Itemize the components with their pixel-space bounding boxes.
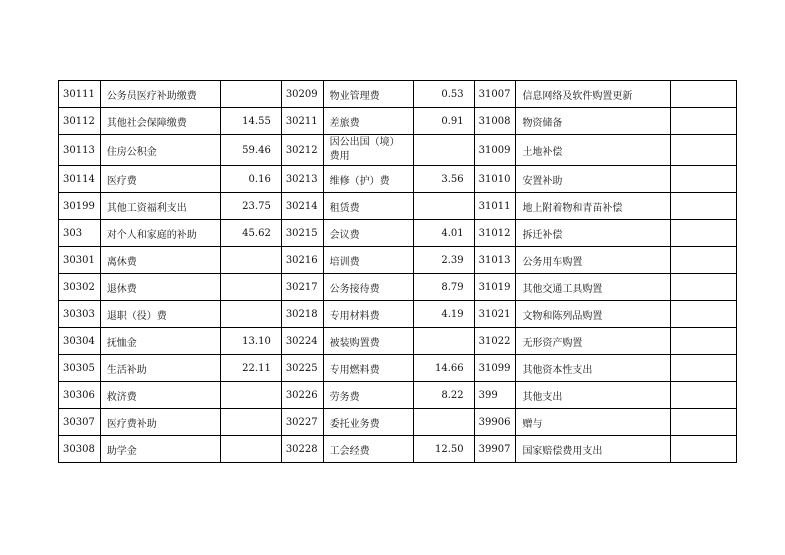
amount-cell: [413, 193, 474, 220]
amount-cell: [671, 301, 737, 328]
account-name-cell: 离休费: [100, 247, 220, 274]
amount-cell: 4.19: [413, 301, 474, 328]
account-code-cell: 30301: [59, 247, 101, 274]
account-code-cell: 31012: [474, 220, 516, 247]
account-name-cell: 维修（护）费: [323, 166, 413, 193]
amount-cell: [220, 436, 281, 463]
account-name-cell: 抚恤金: [100, 328, 220, 355]
account-code-cell: 303: [59, 220, 101, 247]
account-name-cell: 专用材料费: [323, 301, 413, 328]
account-name-cell: 退职（役）费: [100, 301, 220, 328]
account-name-cell: 无形资产购置: [516, 328, 671, 355]
account-code-cell: 30215: [281, 220, 323, 247]
expenditure-classification-table: [58, 80, 737, 463]
amount-cell: [671, 409, 737, 436]
account-code-cell: 30211: [281, 108, 323, 135]
table-row: [59, 409, 737, 436]
account-code-cell: 31009: [474, 135, 516, 166]
account-name-cell: 地上附着物和青苗补偿: [516, 193, 671, 220]
amount-cell: [413, 409, 474, 436]
account-code-cell: 30218: [281, 301, 323, 328]
amount-cell: 0.53: [413, 81, 474, 108]
account-name-cell: 会议费: [323, 220, 413, 247]
amount-cell: 13.10: [220, 328, 281, 355]
amount-cell: [671, 247, 737, 274]
amount-cell: [671, 436, 737, 463]
account-code-cell: 30213: [281, 166, 323, 193]
account-name-cell: 退休费: [100, 274, 220, 301]
amount-cell: [220, 409, 281, 436]
amount-cell: [220, 382, 281, 409]
account-name-cell: 住房公积金: [100, 135, 220, 166]
account-code-cell: 31013: [474, 247, 516, 274]
table-body: [59, 81, 737, 463]
table-row: [59, 81, 737, 108]
account-code-cell: 30114: [59, 166, 101, 193]
amount-cell: [220, 301, 281, 328]
account-code-cell: 30199: [59, 193, 101, 220]
amount-cell: [671, 274, 737, 301]
amount-cell: [413, 135, 474, 166]
account-code-cell: 30226: [281, 382, 323, 409]
account-name-cell: 公务用车购置: [516, 247, 671, 274]
account-name-cell: 其他工资福利支出: [100, 193, 220, 220]
account-name-cell: 委托业务费: [323, 409, 413, 436]
table-row: [59, 328, 737, 355]
table-row: [59, 220, 737, 247]
account-code-cell: 31022: [474, 328, 516, 355]
account-name-cell: 其他交通工具购置: [516, 274, 671, 301]
account-code-cell: 30227: [281, 409, 323, 436]
amount-cell: 22.11: [220, 355, 281, 382]
amount-cell: 59.46: [220, 135, 281, 166]
account-code-cell: 31011: [474, 193, 516, 220]
account-code-cell: 39906: [474, 409, 516, 436]
account-name-cell: 其他资本性支出: [516, 355, 671, 382]
account-code-cell: 31008: [474, 108, 516, 135]
amount-cell: 0.16: [220, 166, 281, 193]
amount-cell: [671, 328, 737, 355]
account-name-cell: 培训费: [323, 247, 413, 274]
amount-cell: 14.66: [413, 355, 474, 382]
amount-cell: [671, 166, 737, 193]
amount-cell: 12.50: [413, 436, 474, 463]
amount-cell: [671, 355, 737, 382]
account-name-cell: 因公出国（境）费用: [323, 135, 413, 166]
account-code-cell: 30224: [281, 328, 323, 355]
account-name-cell: 赠与: [516, 409, 671, 436]
amount-cell: 8.22: [413, 382, 474, 409]
account-name-cell: 生活补助: [100, 355, 220, 382]
amount-cell: 14.55: [220, 108, 281, 135]
account-code-cell: 30111: [59, 81, 101, 108]
amount-cell: [413, 328, 474, 355]
account-code-cell: 30306: [59, 382, 101, 409]
table-row: [59, 193, 737, 220]
account-code-cell: 30304: [59, 328, 101, 355]
account-code-cell: 31010: [474, 166, 516, 193]
account-name-cell: 安置补助: [516, 166, 671, 193]
account-code-cell: 399: [474, 382, 516, 409]
account-code-cell: 30305: [59, 355, 101, 382]
account-code-cell: 30217: [281, 274, 323, 301]
account-code-cell: 30225: [281, 355, 323, 382]
account-code-cell: 30303: [59, 301, 101, 328]
amount-cell: [220, 274, 281, 301]
account-name-cell: 差旅费: [323, 108, 413, 135]
account-name-cell: 土地补偿: [516, 135, 671, 166]
account-code-cell: 31019: [474, 274, 516, 301]
account-name-cell: 救济费: [100, 382, 220, 409]
amount-cell: [671, 382, 737, 409]
account-name-cell: 专用燃料费: [323, 355, 413, 382]
table-row: [59, 108, 737, 135]
amount-cell: [220, 81, 281, 108]
amount-cell: [671, 135, 737, 166]
account-code-cell: 30112: [59, 108, 101, 135]
account-name-cell: 物资储备: [516, 108, 671, 135]
table-row: [59, 274, 737, 301]
amount-cell: [220, 247, 281, 274]
account-name-cell: 拆迁补偿: [516, 220, 671, 247]
account-name-cell: 文物和陈列品购置: [516, 301, 671, 328]
account-name-cell: 信息网络及软件购置更新: [516, 81, 671, 108]
account-name-cell: 医疗费: [100, 166, 220, 193]
amount-cell: 3.56: [413, 166, 474, 193]
table-row: [59, 382, 737, 409]
account-name-cell: 医疗费补助: [100, 409, 220, 436]
account-name-cell: 租赁费: [323, 193, 413, 220]
account-code-cell: 30214: [281, 193, 323, 220]
expenditure-table-container: [58, 80, 737, 463]
account-name-cell: 助学金: [100, 436, 220, 463]
account-code-cell: 31007: [474, 81, 516, 108]
table-row: [59, 166, 737, 193]
amount-cell: [671, 193, 737, 220]
account-name-cell: 其他支出: [516, 382, 671, 409]
amount-cell: [671, 81, 737, 108]
table-row: [59, 135, 737, 166]
table-row: [59, 301, 737, 328]
amount-cell: 0.91: [413, 108, 474, 135]
account-name-cell: 对个人和家庭的补助: [100, 220, 220, 247]
account-name-cell: 劳务费: [323, 382, 413, 409]
amount-cell: 2.39: [413, 247, 474, 274]
amount-cell: [671, 108, 737, 135]
account-code-cell: 30113: [59, 135, 101, 166]
amount-cell: [671, 220, 737, 247]
account-code-cell: 30308: [59, 436, 101, 463]
amount-cell: 4.01: [413, 220, 474, 247]
account-name-cell: 工会经费: [323, 436, 413, 463]
account-code-cell: 31099: [474, 355, 516, 382]
account-code-cell: 30209: [281, 81, 323, 108]
account-name-cell: 被装购置费: [323, 328, 413, 355]
table-row: [59, 247, 737, 274]
amount-cell: 23.75: [220, 193, 281, 220]
account-code-cell: 30228: [281, 436, 323, 463]
table-row: [59, 436, 737, 463]
account-name-cell: 国家赔偿费用支出: [516, 436, 671, 463]
table-row: [59, 355, 737, 382]
amount-cell: 8.79: [413, 274, 474, 301]
account-code-cell: 30216: [281, 247, 323, 274]
account-name-cell: 公务接待费: [323, 274, 413, 301]
account-name-cell: 其他社会保障缴费: [100, 108, 220, 135]
account-name-cell: 公务员医疗补助缴费: [100, 81, 220, 108]
account-code-cell: 30307: [59, 409, 101, 436]
account-name-cell: 物业管理费: [323, 81, 413, 108]
account-code-cell: 30212: [281, 135, 323, 166]
account-code-cell: 30302: [59, 274, 101, 301]
account-code-cell: 39907: [474, 436, 516, 463]
amount-cell: 45.62: [220, 220, 281, 247]
account-code-cell: 31021: [474, 301, 516, 328]
